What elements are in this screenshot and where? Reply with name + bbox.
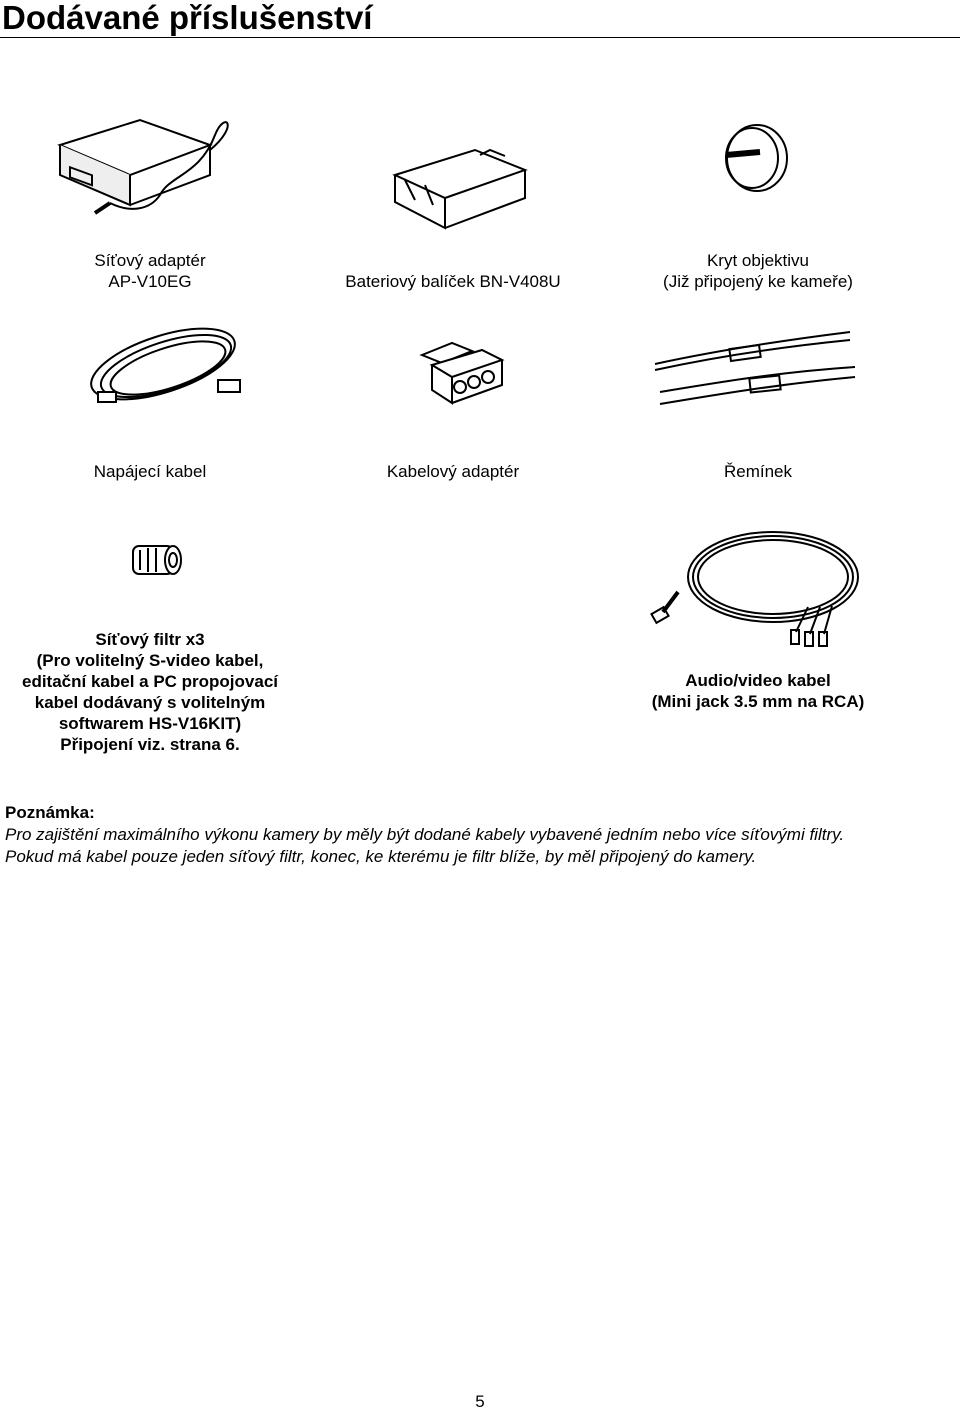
- lens-cap-caption: [628, 250, 888, 292]
- strap-illustration: [650, 322, 860, 412]
- strap-caption: [628, 461, 888, 482]
- power-cord-name: Napájecí kabel: [93, 462, 207, 481]
- core-filter-desc-1: (Pro volitelný S-video kabel,: [36, 651, 264, 670]
- cable-adapter-name: Kabelový adaptér: [386, 462, 520, 481]
- core-filter-desc-4: softwarem HS-V16KIT): [58, 714, 242, 733]
- lens-cap-illustration: [712, 120, 792, 195]
- strap-name: Řemínek: [723, 462, 793, 481]
- note-section: [5, 802, 844, 868]
- lens-cap-name: Kryt objektivu: [706, 251, 810, 270]
- cable-adapter-illustration: [412, 335, 507, 405]
- core-filter-desc-3: kabel dodávaný s volitelným: [34, 693, 266, 712]
- av-cable-illustration: [648, 522, 868, 647]
- av-cable-caption: [618, 670, 898, 712]
- note-line-2: Pokud má kabel pouze jeden síťový filtr, konec, ke kterému je filtr blíže, by měl připojený do kamery.: [5, 847, 757, 866]
- cable-adapter-caption: [318, 461, 588, 482]
- note-line-1: Pro zajištění maximálního výkonu kamery by měly být dodané kabely vybavené jedním nebo více síťovými filtry.: [5, 825, 845, 844]
- ac-adapter-name: Síťový adaptér: [94, 251, 206, 270]
- core-filter-reference: Připojení viz. strana 6.: [60, 735, 240, 754]
- core-filter-desc-2: editační kabel a PC propojovací: [21, 672, 279, 691]
- power-cord-illustration: [78, 322, 248, 407]
- lens-cap-note: (Již připojený ke kameře): [663, 272, 853, 291]
- core-filter-caption: [0, 629, 300, 755]
- battery-caption: [318, 271, 588, 292]
- ac-adapter-illustration: [50, 105, 240, 220]
- av-cable-spec: (Mini jack 3.5 mm na RCA): [651, 692, 865, 711]
- ac-adapter-model: AP-V10EG: [108, 272, 192, 291]
- battery-name: Bateriový balíček BN-V408U: [345, 272, 561, 291]
- power-cord-caption: [50, 461, 250, 482]
- battery-illustration: [385, 140, 535, 235]
- ac-adapter-caption: [50, 250, 250, 292]
- page-number: 5: [475, 1392, 485, 1411]
- av-cable-name: Audio/video kabel: [685, 671, 831, 690]
- core-filter-name: Síťový filtr x3: [95, 630, 205, 649]
- note-heading: Poznámka:: [5, 803, 95, 822]
- page-title: Dodávané příslušenství: [0, 0, 960, 38]
- core-filter-illustration: [128, 538, 188, 583]
